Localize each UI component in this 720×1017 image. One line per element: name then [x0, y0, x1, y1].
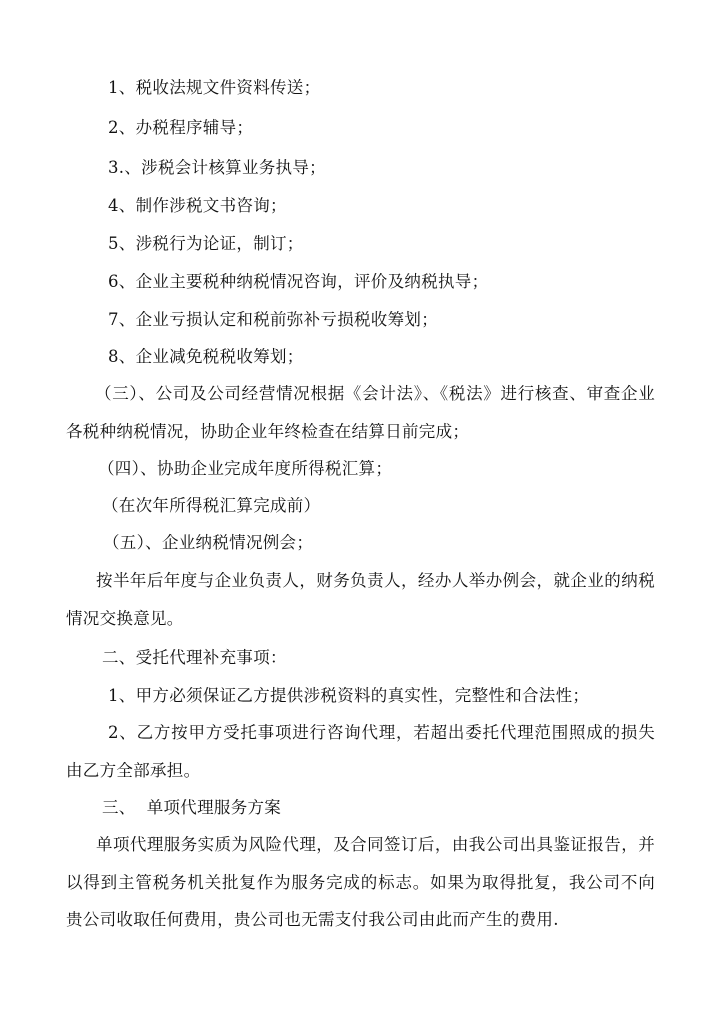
- service-item-7: 7、企业亏损认定和税前弥补亏损税收筹划；: [108, 310, 438, 329]
- service-item-5: 5、涉税行为论证，制订；: [108, 234, 304, 253]
- section-5-paragraph-line-2: 情况交换意见。: [66, 609, 184, 628]
- section-4-note: （在次年所得税汇算完成前）: [102, 496, 321, 515]
- service-item-2: 2、办税程序辅导；: [108, 118, 254, 137]
- section-5-heading: （五）、企业纳税情况例会；: [103, 533, 314, 552]
- section-2-item-1: 1、甲方必须保证乙方提供涉税资料的真实性，完整性和合法性；: [108, 686, 590, 705]
- service-plan-line-3: 贵公司收取任何费用，贵公司也无需支付我公司由此而产生的费用.: [66, 910, 559, 929]
- service-item-3: 3.、涉税会计核算业务执导；: [108, 158, 326, 177]
- service-item-8: 8、企业减免税税收筹划；: [108, 347, 304, 366]
- service-item-6: 6、企业主要税种纳税情况咨询，评价及纳税执导；: [108, 272, 489, 291]
- section-2-item-2-line-2: 由乙方全部承担。: [66, 761, 201, 780]
- section-4-heading: （四）、协助企业完成年度所得税汇算；: [98, 459, 393, 478]
- section-5-paragraph-line-1: 按半年后年度与企业负责人，财务负责人，经办人举办例会，就企业的纳税: [96, 571, 655, 590]
- section-2-heading: 二、受托代理补充事项：: [102, 648, 287, 667]
- service-item-1: 1、税收法规文件资料传送；: [108, 78, 321, 97]
- service-item-4: 4、制作涉税文书咨询；: [108, 196, 287, 215]
- section-3-service-heading: 三、 单项代理服务方案: [102, 798, 282, 817]
- section-3-paragraph-line-1: （三）、公司及公司经营情况根据《会计法》、《税法》进行核查、审查企业: [95, 384, 655, 403]
- section-2-item-2-line-1: 2、乙方按甲方受托事项进行咨询代理，若超出委托代理范围照成的损失: [108, 723, 655, 742]
- section-3-paragraph-line-2: 各税种纳税情况，协助企业年终检查在结算日前完成；: [66, 422, 470, 441]
- service-plan-line-2: 以得到主管税务机关批复作为服务完成的标志。如果为取得批复，我公司不向: [66, 873, 655, 892]
- service-plan-line-1: 单项代理服务实质为风险代理，及合同签订后，由我公司出具鉴证报告，并: [96, 835, 655, 854]
